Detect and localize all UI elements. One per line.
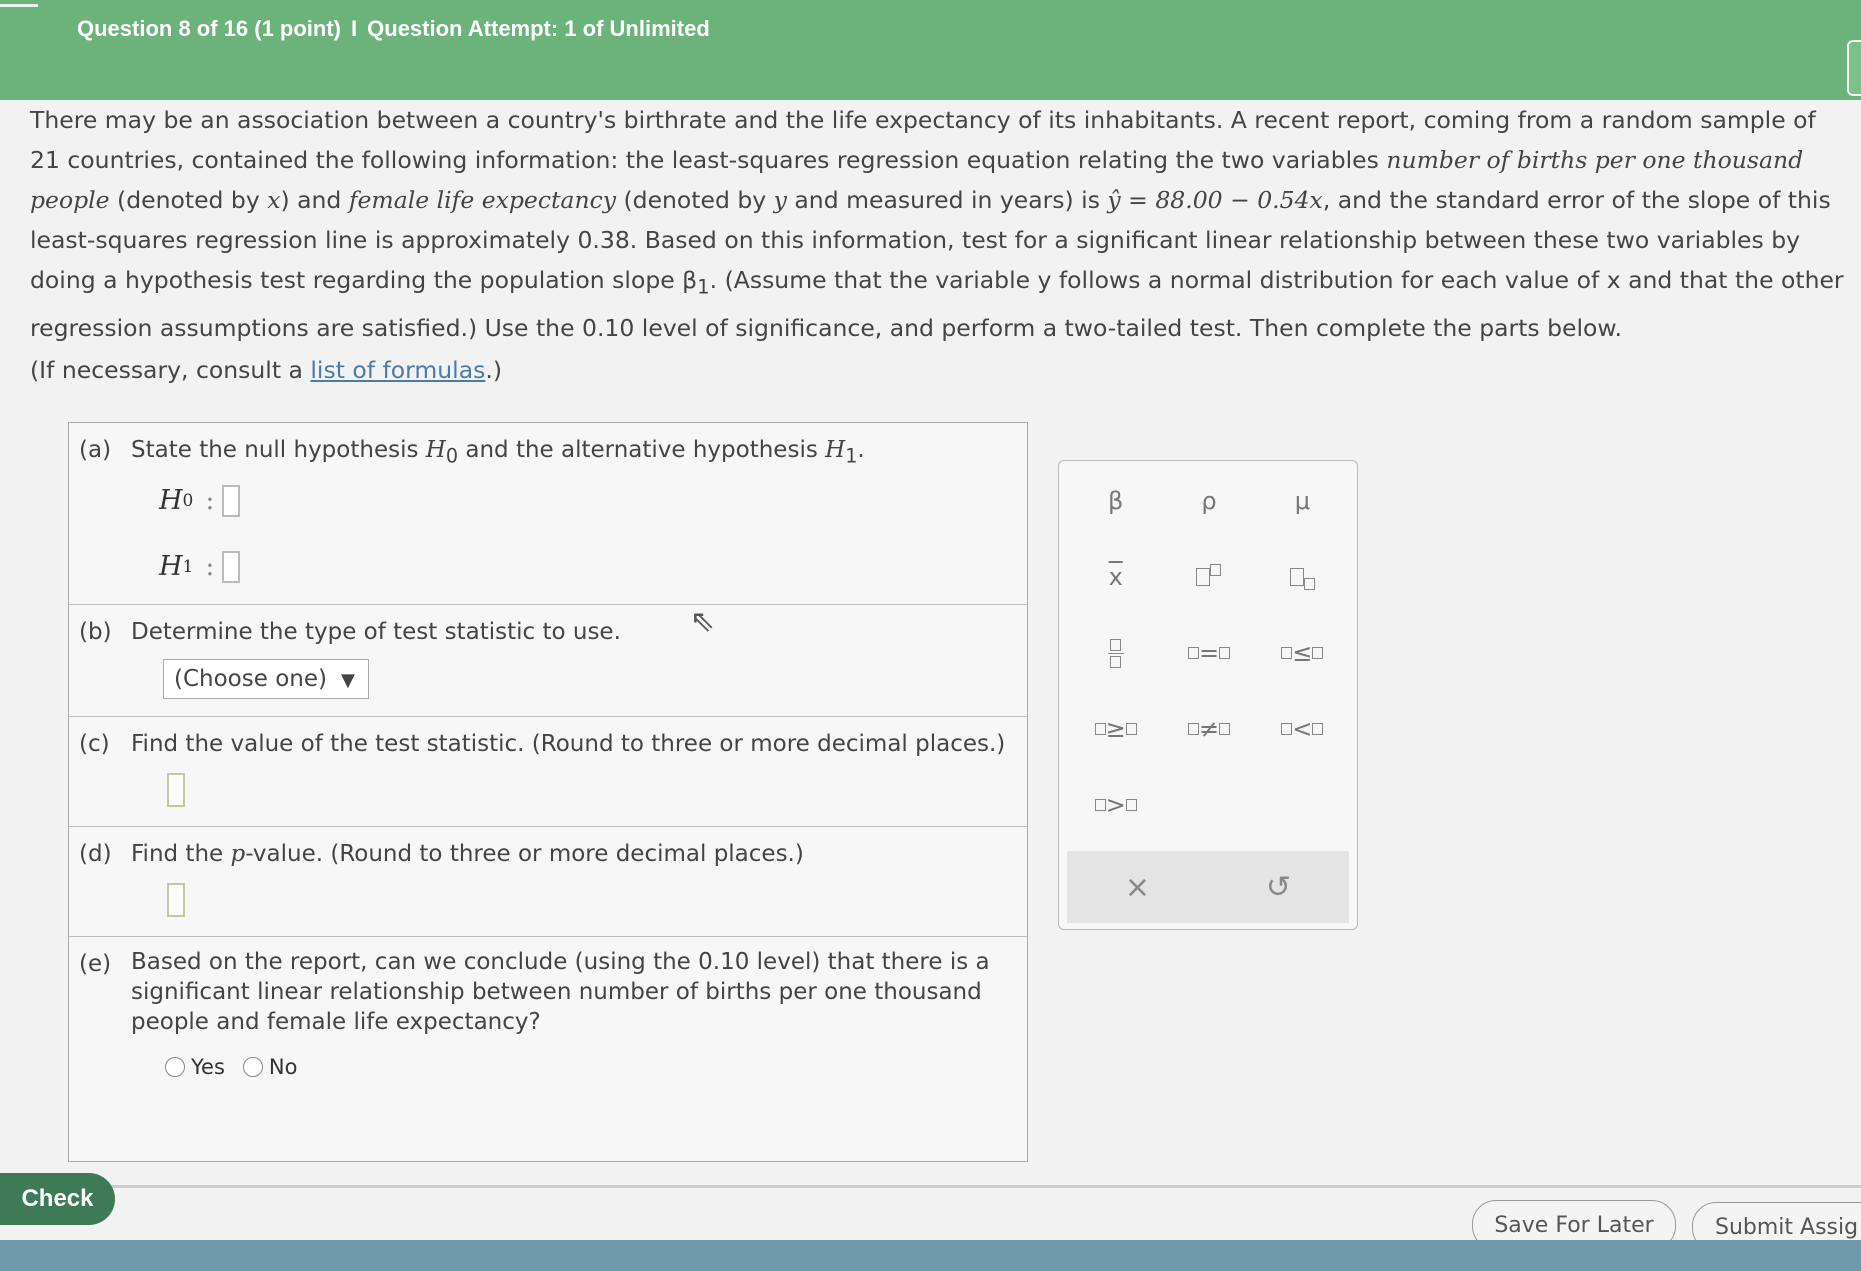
submit-assignment-button[interactable]: Submit Assig xyxy=(1692,1202,1861,1252)
header-bar xyxy=(0,0,1861,100)
h1-symbol: H xyxy=(825,437,846,463)
base-box-icon xyxy=(1290,568,1304,586)
part-tag: (e) xyxy=(79,951,112,977)
part-b-label xyxy=(79,619,1017,645)
problem-text: and measured in years) is xyxy=(786,186,1108,214)
header-separator: I xyxy=(351,16,358,41)
part-tag: (c) xyxy=(79,731,110,757)
le-symbol: ≤ xyxy=(1292,639,1313,667)
problem-text: (denoted by xyxy=(109,186,268,214)
save-for-later-button[interactable]: Save For Later xyxy=(1472,1200,1676,1250)
greater-equal-key[interactable] xyxy=(1069,709,1162,749)
part-text: . xyxy=(857,437,865,463)
mouse-cursor-icon: ⇖ xyxy=(690,604,716,639)
question-header xyxy=(77,16,710,42)
part-e xyxy=(69,937,1027,1127)
clear-icon[interactable]: × xyxy=(1124,869,1151,905)
check-button[interactable]: Check xyxy=(0,1173,115,1225)
mu-key[interactable]: μ xyxy=(1294,487,1310,515)
box-icon xyxy=(1095,799,1106,811)
box-icon xyxy=(1219,647,1230,659)
conclusion-options xyxy=(165,1055,1017,1079)
alt-hypothesis-row xyxy=(159,534,1017,600)
less-than-key[interactable] xyxy=(1256,709,1349,749)
test-statistic-input[interactable] xyxy=(167,773,185,807)
rho-key[interactable]: ρ xyxy=(1201,487,1217,515)
radio-label: No xyxy=(268,1055,298,1079)
beta-subscript: 1 xyxy=(697,275,710,299)
superscript-key[interactable] xyxy=(1162,557,1255,597)
radio-yes[interactable] xyxy=(165,1055,225,1079)
h1-sub: 1 xyxy=(845,444,858,468)
subscript-box-icon xyxy=(1304,578,1315,590)
ge-symbol: ≥ xyxy=(1105,715,1126,743)
dropdown-arrow-icon: ▼ xyxy=(340,670,355,691)
radio-label: Yes xyxy=(191,1055,225,1079)
box-icon xyxy=(1281,647,1292,659)
formula-link[interactable]: list of formulas xyxy=(310,355,486,384)
box-icon xyxy=(1188,647,1199,659)
test-statistic-select[interactable] xyxy=(163,659,369,699)
var-x: x xyxy=(267,186,281,214)
equals-key[interactable] xyxy=(1162,633,1255,673)
formula-prefix: (If necessary, consult a xyxy=(30,355,311,384)
part-tag: (b) xyxy=(79,619,112,645)
greater-than-key[interactable] xyxy=(1069,785,1162,825)
menu-line xyxy=(0,4,38,7)
gt-symbol: > xyxy=(1105,791,1126,819)
problem-text: There may be an association between a country's birthrate and the life expectancy of its inhabitants. A recent report, coming from a random sample of 21 countries, contained the following information: the least-squares regression equation relating the two variables xyxy=(30,106,1816,174)
fraction-bar-icon xyxy=(1108,653,1124,654)
formula-suffix: .) xyxy=(485,355,502,384)
side-panel-toggle[interactable] xyxy=(1847,40,1861,96)
lt-symbol: < xyxy=(1292,715,1313,743)
part-d xyxy=(69,827,1027,937)
h0-sub: 0 xyxy=(445,444,459,468)
select-value: (Choose one) xyxy=(174,666,327,692)
part-text: State the null hypothesis xyxy=(131,437,426,463)
problem-text: , and the standard error of the slope of this least-squares regression line is approximately 0.38. Based on this information, test for a significant linear relationship between these two variables by doing a hypothesis test regarding the population slope β xyxy=(30,186,1831,294)
not-equal-key[interactable] xyxy=(1162,709,1255,749)
problem-text: (denoted by xyxy=(616,186,774,214)
math-palette xyxy=(1058,460,1358,930)
part-text: Find the value of the test statistic. (Round to three or more decimal places.) xyxy=(131,731,1006,757)
undo-icon[interactable]: ↺ xyxy=(1265,869,1292,905)
radio-no[interactable] xyxy=(243,1055,298,1079)
radio-circle xyxy=(165,1057,185,1077)
h1-input[interactable] xyxy=(222,551,240,583)
var-y-name: female life expectancy xyxy=(348,186,617,214)
part-text: Find the xyxy=(131,841,231,867)
h1-label-sub: 1 xyxy=(182,556,194,577)
palette-grid xyxy=(1069,481,1349,825)
palette-footer xyxy=(1067,851,1349,923)
part-a xyxy=(69,423,1027,605)
problem-text: ) and xyxy=(280,186,349,214)
denominator-box-icon xyxy=(1110,656,1121,668)
beta-key[interactable]: β xyxy=(1108,487,1124,515)
problem-statement xyxy=(30,100,1850,390)
box-icon xyxy=(1312,647,1323,659)
part-tag: (d) xyxy=(79,841,112,867)
colon: : xyxy=(205,485,215,517)
part-c-label xyxy=(79,731,1017,757)
h0-label: H xyxy=(159,485,183,517)
p-value-input[interactable] xyxy=(167,883,185,917)
equals-symbol: = xyxy=(1198,639,1220,667)
regression-equation: ŷ = 88.00 − 0.54x xyxy=(1107,186,1323,214)
box-icon xyxy=(1095,723,1106,735)
h1-label: H xyxy=(159,551,183,583)
box-icon xyxy=(1188,723,1199,735)
problem-text: . (Assume that the variable y follows a normal distribution for each value of x and that the other regression assumptions are satisfied.) Use the 0.10 level of significance, and perform a two-tailed test. Then complete the parts below. xyxy=(30,266,1844,342)
h0-symbol: H xyxy=(425,437,446,463)
footer-bar xyxy=(0,1240,1861,1271)
subscript-key[interactable] xyxy=(1256,557,1349,597)
h0-label-sub: 0 xyxy=(182,490,194,511)
ne-symbol: ≠ xyxy=(1198,715,1220,743)
box-icon xyxy=(1126,799,1137,811)
xbar-key[interactable] xyxy=(1069,557,1162,597)
part-d-label xyxy=(79,841,1017,867)
part-b xyxy=(69,605,1027,717)
less-equal-key[interactable] xyxy=(1256,633,1349,673)
xbar-label: $\overline{x}$ xyxy=(1108,563,1123,591)
part-a-label xyxy=(79,437,1017,468)
part-text: and the alternative hypothesis xyxy=(458,437,826,463)
divider xyxy=(0,1185,1861,1188)
question-number: Question 8 of 16 (1 point) xyxy=(77,16,342,41)
p-symbol: p xyxy=(230,841,246,867)
numerator-box-icon xyxy=(1110,639,1121,651)
box-icon xyxy=(1126,723,1137,735)
base-box-icon xyxy=(1196,568,1210,586)
fraction-key[interactable] xyxy=(1069,633,1162,673)
var-x-name: number of births per one thousand people xyxy=(30,146,1804,214)
part-text: -value. (Round to three or more decimal places.) xyxy=(245,841,804,867)
superscript-box-icon xyxy=(1210,564,1221,576)
colon: : xyxy=(205,551,215,583)
answer-parts xyxy=(68,422,1028,1162)
part-e-text: Based on the report, can we conclude (using the 0.10 level) that there is a significant linear relationship between number of births per one thousand people and female life expectancy? xyxy=(131,949,990,1035)
null-hypothesis-row xyxy=(159,468,1017,534)
h0-input[interactable] xyxy=(222,485,240,517)
radio-circle xyxy=(243,1057,263,1077)
part-c xyxy=(69,717,1027,827)
part-text: Determine the type of test statistic to use. xyxy=(131,619,621,645)
var-y: y xyxy=(773,186,787,214)
box-icon xyxy=(1219,723,1230,735)
box-icon xyxy=(1281,723,1292,735)
formula-note xyxy=(30,350,1850,390)
part-tag: (a) xyxy=(79,437,112,463)
box-icon xyxy=(1312,723,1323,735)
attempt-label: Question Attempt: 1 of Unlimited xyxy=(367,16,710,41)
